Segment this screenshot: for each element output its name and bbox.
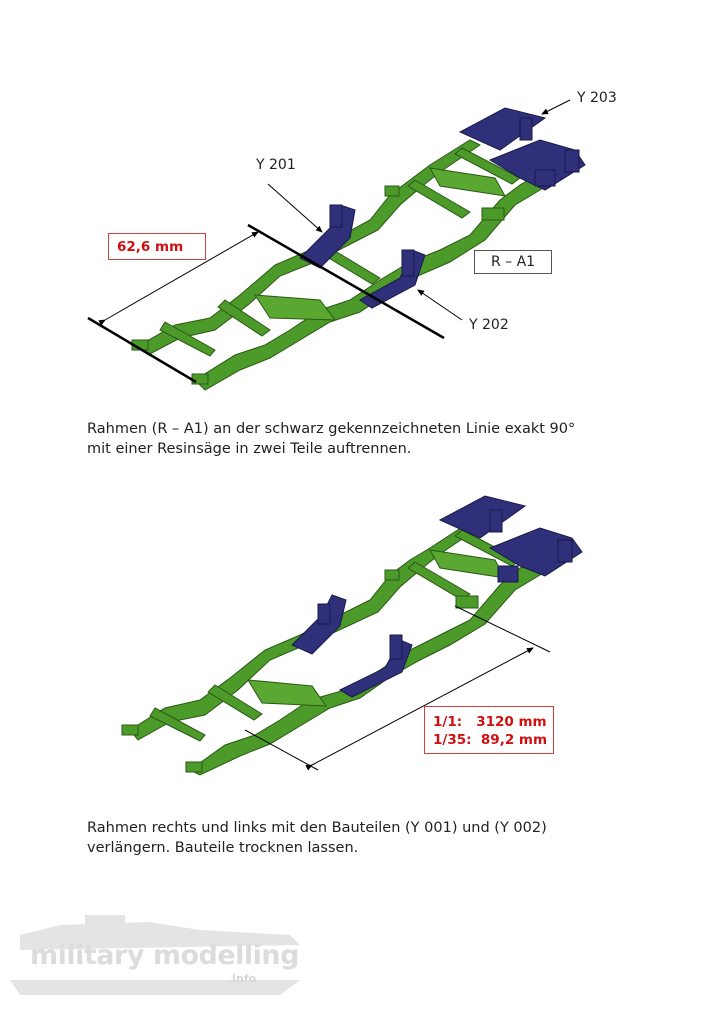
dimension-box-1: 62,6 mm [108,233,206,260]
watermark-logo: military modelling [30,940,299,971]
label-y203: Y 203 [577,90,617,106]
part-label-box: R – A1 [474,250,552,274]
label-y202: Y 202 [469,317,509,333]
dimension-full-scale: 1/1: 3120 mm [433,714,547,730]
instruction-text-1-line-2: mit einer Resinsäge in zwei Teile auftrennen. [87,441,412,457]
watermark-suffix: .info [228,972,257,985]
instruction-text-1-line-1: Rahmen (R – A1) an der schwarz gekennzeichneten Linie exakt 90° [87,421,576,437]
dimension-model-scale: 1/35: 89,2 mm [433,732,548,748]
instruction-text-2-line-2: verlängern. Bauteile trocknen lassen. [87,840,359,856]
instruction-text-2-line-1: Rahmen rechts und links mit den Bauteilen (Y 001) und (Y 002) [87,820,547,836]
label-y201: Y 201 [256,157,296,173]
